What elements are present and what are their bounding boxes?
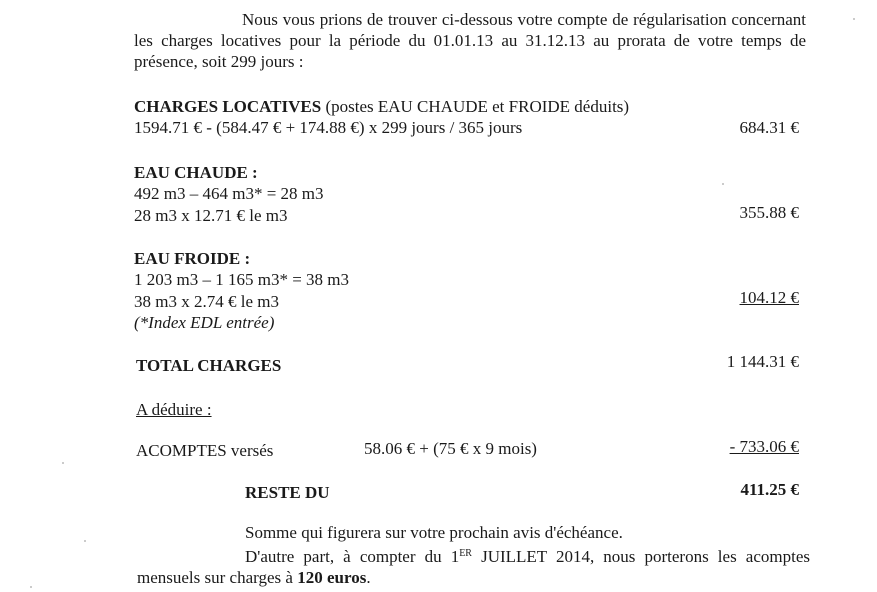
scan-speck bbox=[853, 18, 855, 20]
eau-chaude-index-line: 492 m3 – 464 m3* = 28 m3 bbox=[134, 184, 324, 203]
eau-froide-index-line: 1 203 m3 – 1 165 m3* = 38 m3 bbox=[134, 270, 350, 289]
charges-locatives-heading: CHARGES LOCATIVES bbox=[134, 97, 322, 116]
charges-locatives-header bbox=[134, 97, 629, 117]
charges-locatives-formula: 1594.71 € - (584.47 € + 174.88 €) x 299 jours / 365 jours bbox=[134, 118, 523, 137]
intro-paragraph: Nous vous prions de trouver ci-dessous votre compte de régularisation concernant les charges locatives pour la période du 01.01.13 au 31.12.13 au prorata de votre temps de présence, soit 299 jours : bbox=[134, 10, 806, 71]
charges-locatives-note: (postes EAU CHAUDE et FROIDE déduits) bbox=[325, 97, 630, 116]
eau-froide-footnote: (*Index EDL entrée) bbox=[134, 313, 275, 332]
acomptes-amount: - 733.06 € bbox=[729, 437, 799, 456]
eau-chaude-price-line: 28 m3 x 12.71 € le m3 bbox=[134, 206, 288, 225]
charges-locatives-amount: 684.31 € bbox=[739, 118, 799, 137]
reste-du-label: RESTE DU bbox=[245, 483, 330, 502]
eau-froide-heading: EAU FROIDE : bbox=[134, 249, 251, 268]
eau-froide-price-line: 38 m3 x 2.74 € le m3 bbox=[134, 292, 279, 311]
closing-paragraph bbox=[137, 543, 810, 588]
closing-amount-bold: 120 euros bbox=[297, 568, 367, 587]
total-charges-amount: 1 144.31 € bbox=[726, 352, 799, 371]
closing-text-b: JUILLET 2014, nous porterons les acomptes mensuels sur charges à bbox=[137, 547, 810, 587]
closing-text-a: D'autre part, à compter du 1 bbox=[245, 547, 460, 566]
scan-speck bbox=[30, 586, 32, 588]
total-charges-label: TOTAL CHARGES bbox=[136, 356, 282, 375]
eau-chaude-heading: EAU CHAUDE : bbox=[134, 163, 258, 182]
acomptes-label: ACOMPTES versés bbox=[136, 441, 274, 460]
acomptes-formula: 58.06 € + (75 € x 9 mois) bbox=[364, 439, 537, 458]
scan-speck bbox=[84, 540, 86, 542]
a-deduire-label: A déduire : bbox=[136, 400, 212, 419]
closing-superscript: ER bbox=[459, 548, 472, 559]
eau-chaude-amount: 355.88 € bbox=[739, 203, 799, 222]
reste-du-amount: 411.25 € bbox=[740, 480, 799, 499]
scan-speck bbox=[62, 462, 64, 464]
closing-text-end: . bbox=[366, 568, 371, 587]
closing-line-1: Somme qui figurera sur votre prochain avis d'échéance. bbox=[245, 523, 623, 542]
eau-froide-amount: 104.12 € bbox=[739, 288, 799, 307]
scan-speck bbox=[722, 183, 724, 185]
